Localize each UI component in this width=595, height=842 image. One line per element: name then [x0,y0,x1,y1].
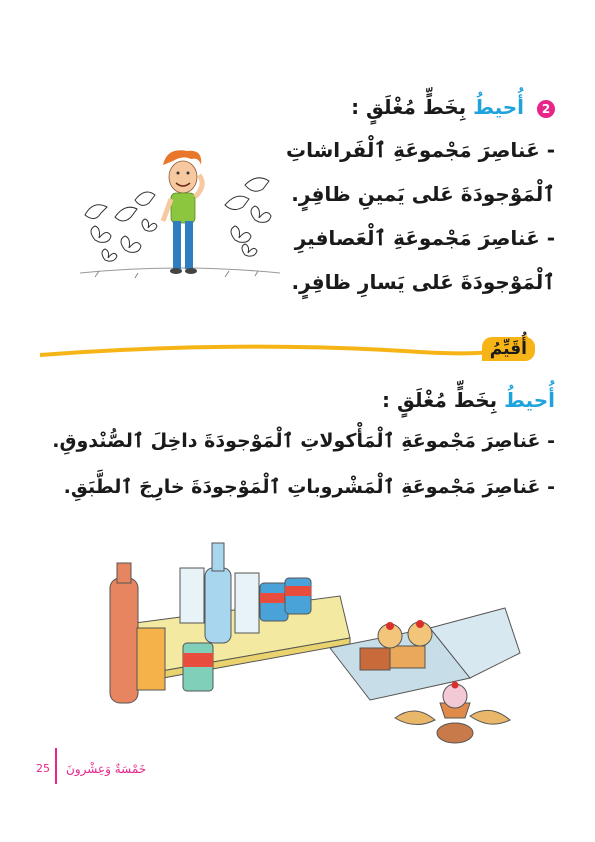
croissant [470,710,510,724]
assessment-line-2: - عَناصِرَ مَجْموعَةِ ٱلْمَشْروباتِ ٱلْمَوْجودَةَ خارِجَ ٱلطَّبَقِ. [63,476,555,498]
instruction-rest: بِخَطٍّ مُغْلَقٍ : [351,95,467,119]
exercise-2-line-1: - عَناصِرَ مَجْموعَةِ ٱلْفَراشاتِ [285,138,555,162]
bird-icon [85,192,155,221]
food-drinks-illustration [95,538,525,748]
exercise-2-line-3: - عَناصِرَ مَجْموعَةِ ٱلْعَصافيرِ [294,226,555,250]
exercise-number-badge: 2 [537,100,555,118]
instruction-verb: أُحيطُ [504,388,555,412]
boy-figure [163,150,202,274]
soda-can [183,643,213,691]
boy-butterflies-birds-illustration [75,145,285,290]
butterfly-icon [231,206,271,256]
croissant [395,711,435,725]
glass [137,628,165,690]
glass [180,568,204,623]
cake-slice [390,646,425,668]
exercise-2-instruction [351,95,555,119]
bottle [205,543,231,643]
bird-icon [225,178,269,210]
cake-slice [360,648,390,670]
page-number: 25 [36,762,50,775]
exercise-2-line-4: ٱلْمَوْجودَةَ عَلى يَسارِ ظافِرٍ. [291,270,555,294]
page-number-words: خَمْسَةٌ وَعِشْرونَ [66,762,147,776]
soda-can [285,578,311,614]
donut [437,723,473,743]
instruction-rest: بِخَطٍّ مُغْلَقٍ : [382,388,498,412]
pastry-box [330,608,520,700]
assessment-line-1: - عَناصِرَ مَجْموعَةِ ٱلْمَأْكولاتِ ٱلْمَوْجودَةَ داخِلَ ٱلصُّنْدوقِ. [52,430,555,452]
assessment-label: أُقَيِّمُ [482,337,535,361]
butterfly-icon [91,219,157,261]
cupcake [440,682,470,719]
assessment-instruction [382,388,555,412]
exercise-2-line-2: ٱلْمَوْجودَةَ عَلى يَمينِ ظافِرٍ. [291,182,555,206]
bottle [110,563,138,703]
soda-can [260,583,288,621]
instruction-verb: أُحيطُ [473,95,525,119]
glass [235,573,259,633]
footer-divider [55,748,57,784]
